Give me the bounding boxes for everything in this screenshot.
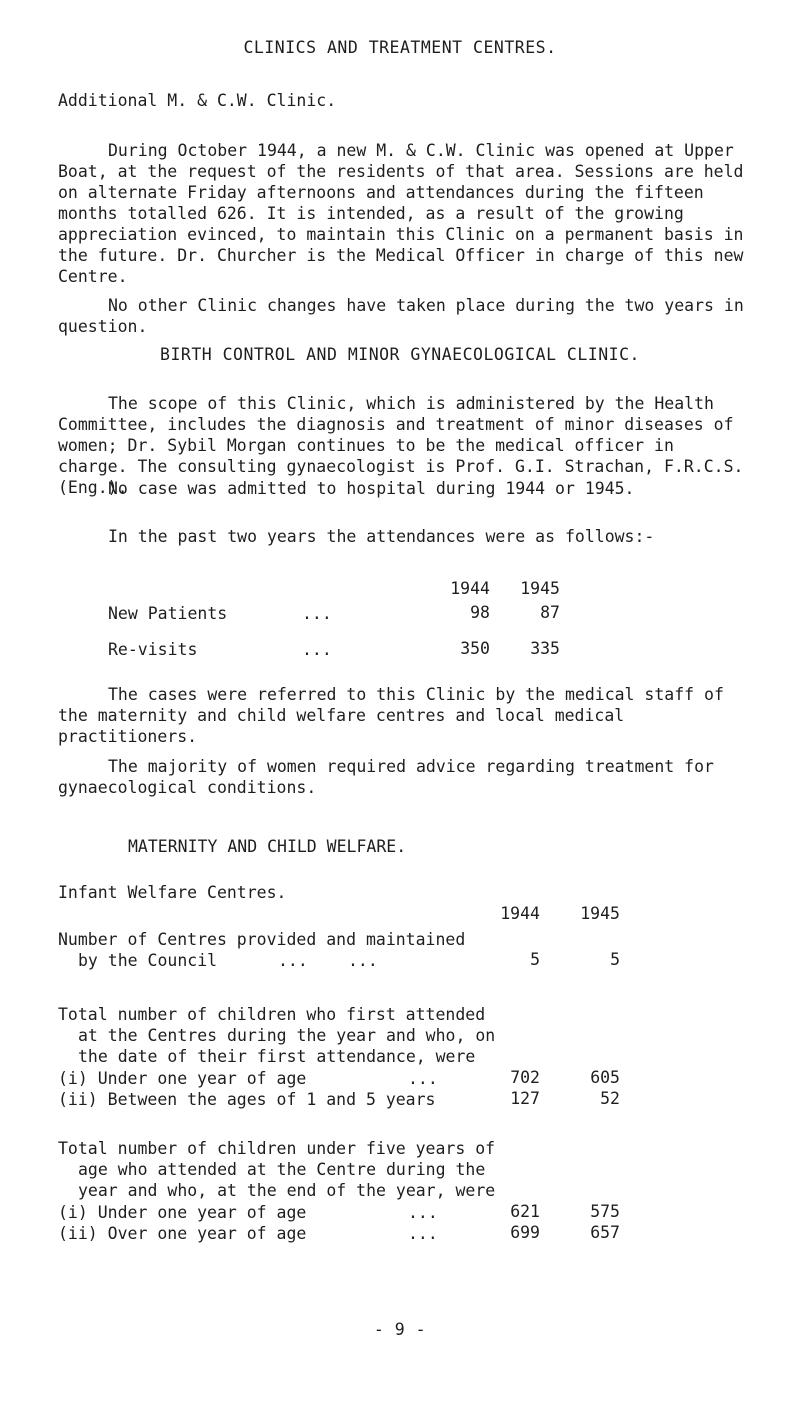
birth-control-scope-paragraph: The scope of this Clinic, which is administered by the Health Committee, includes the diagnosis and treatment of minor diseases of women; Dr. Sybil Morgan continues to be the medical officer in charge. The consulting gynaecologist is Prof. G.I. Strachan, F.R.C.S.(Eng.). (58, 394, 744, 497)
row-value-1945: 605 (590, 1068, 620, 1087)
additional-clinic-title: Additional M. & C.W. Clinic. (58, 91, 337, 110)
additional-clinic-paragraph: During October 1944, a new M. & C.W. Clinic was opened at Upper Boat, at the request of the residents of that area. Sessions are held on alternate Friday afternoons and attendances during the fifteen months totalled 626. It is intended, as a result of the growing appreciation evinced, to maintain this Clinic on a permanent basis in the future. Dr. Churcher is the Medical Officer in charge of this new Centre. (58, 141, 754, 286)
year-header-1945: 1945 (580, 904, 620, 923)
row-value-1944: 5 (530, 950, 540, 969)
attendances-intro: In the past two years the attendances were as follows:- (108, 527, 655, 546)
row-dots: ... (348, 951, 378, 970)
row-value-1945: 52 (600, 1089, 620, 1108)
main-heading: CLINICS AND TREATMENT CENTRES. (243, 38, 557, 57)
group-intro: Total number of children who first attended (58, 1005, 486, 1024)
row-value-1944: 350 (460, 639, 490, 658)
page-number: - 9 - (373, 1320, 427, 1339)
row-value-1945: 657 (590, 1223, 620, 1242)
row-value-1944: 621 (510, 1202, 540, 1221)
row-value-1944: 98 (470, 603, 490, 622)
row-value-1945: 575 (590, 1202, 620, 1221)
majority-paragraph: The majority of women required advice regarding treatment for gynaecological conditions. (58, 757, 724, 797)
row-value-1945: 335 (530, 639, 560, 658)
row-dots: ... (302, 640, 332, 659)
birth-control-title: BIRTH CONTROL AND MINOR GYNAECOLOGICAL CLINIC. (160, 345, 640, 364)
group-intro: age who attended at the Centre during the (78, 1160, 486, 1179)
row-label: Number of Centres provided and maintained (58, 930, 466, 949)
group-intro: year and who, at the end of the year, were (78, 1181, 496, 1200)
maternity-title: MATERNITY AND CHILD WELFARE. (128, 837, 407, 856)
year-header-1944: 1944 (500, 904, 540, 923)
infant-welfare-subtitle: Infant Welfare Centres. (58, 883, 287, 902)
row-dots: ... (408, 1203, 438, 1222)
row-label: (i) Under one year of age (58, 1069, 307, 1088)
row-label: New Patients (108, 604, 228, 623)
row-value-1945: 87 (540, 603, 560, 622)
row-value-1944: 702 (510, 1068, 540, 1087)
group-intro: Total number of children under five years of (58, 1139, 496, 1158)
row-label: by the Council (78, 951, 218, 970)
year-header-1945: 1945 (520, 579, 560, 598)
group-intro: at the Centres during the year and who, on (78, 1026, 496, 1045)
row-value-1945: 5 (610, 950, 620, 969)
referral-paragraph: The cases were referred to this Clinic by the medical staff of the maternity and child welfare centres and local medical practitioners. (58, 685, 734, 746)
row-label: (ii) Between the ages of 1 and 5 years (58, 1090, 436, 1109)
no-admission-paragraph: No case was admitted to hospital during 1944 or 1945. (108, 479, 635, 498)
row-label: (i) Under one year of age (58, 1203, 307, 1222)
year-header-1944: 1944 (450, 579, 490, 598)
row-dots: ... (408, 1224, 438, 1243)
row-dots: ... (408, 1069, 438, 1088)
row-dots: ... (302, 604, 332, 623)
row-value-1944: 699 (510, 1223, 540, 1242)
row-label: Re-visits (108, 640, 198, 659)
group-intro: the date of their first attendance, were (78, 1047, 476, 1066)
no-changes-paragraph: No other Clinic changes have taken place during the two years in question. (58, 296, 754, 336)
row-label: (ii) Over one year of age (58, 1224, 307, 1243)
row-dots: ... (278, 951, 308, 970)
row-value-1944: 127 (510, 1089, 540, 1108)
